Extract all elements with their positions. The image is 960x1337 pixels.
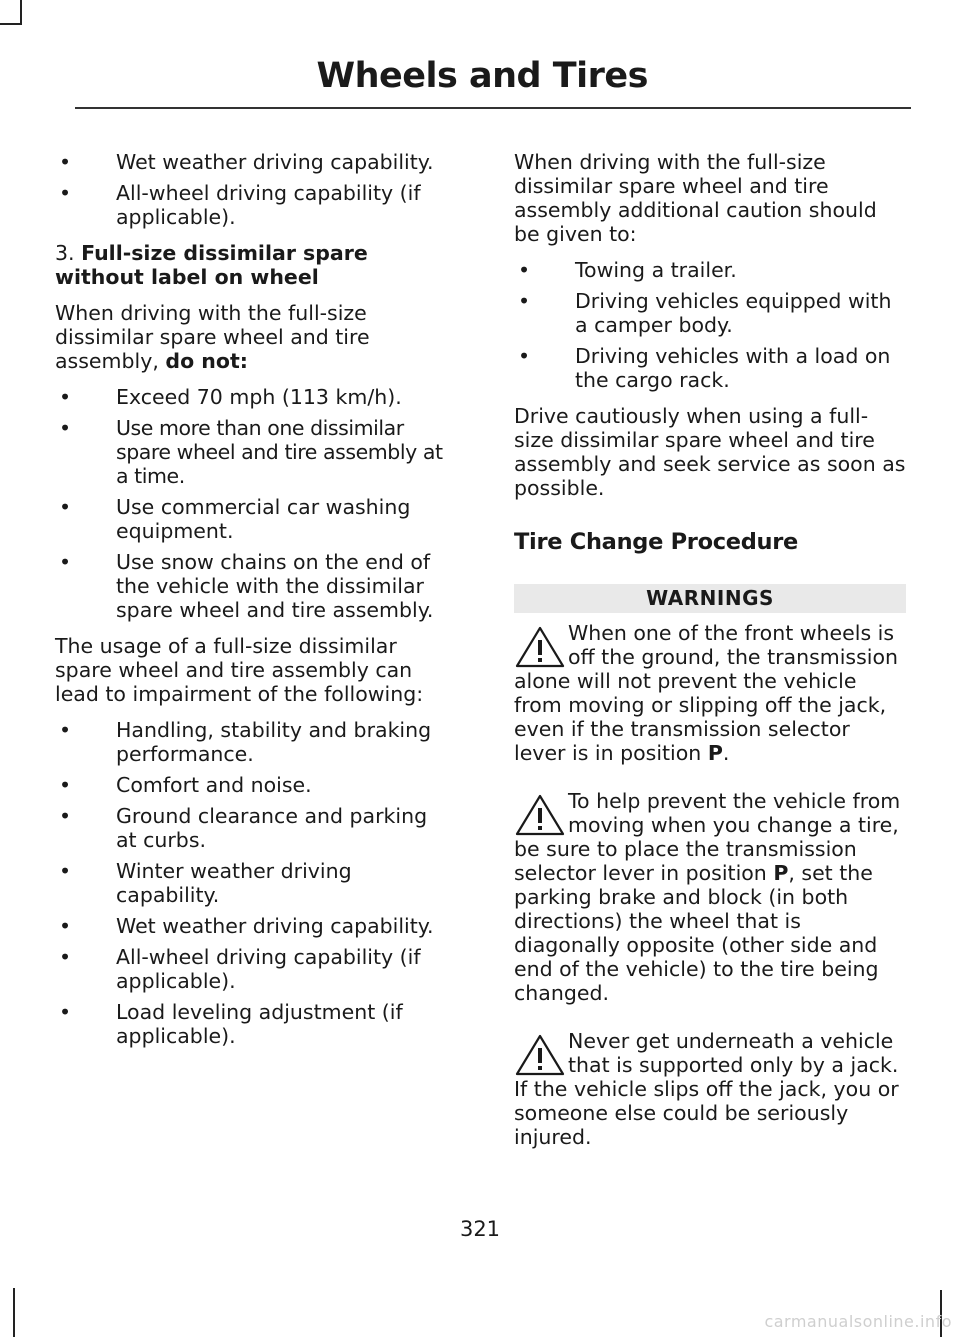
list-item: • Handling, stability and braking performance. <box>59 718 432 766</box>
warning-triangle-icon <box>514 625 566 669</box>
bullet: • <box>518 289 531 313</box>
impairment-list <box>55 718 447 1048</box>
section-heading: Tire Change Procedure <box>514 529 799 555</box>
warning-block: Never get underneath a vehicle that is supported only by a jack. If the vehicle slips off the jack, you or someone else could be seriously injured. <box>514 1029 899 1149</box>
list-item: • Use snow chains on the end of the vehicle with the dissimilar spare wheel and tire assembly. <box>59 550 434 622</box>
list-item: • All-wheel driving capability (if applicable). <box>59 945 421 993</box>
bullet: • <box>59 804 72 828</box>
warning-block: To help prevent the vehicle from moving when you change a tire, be sure to place the transmission selector lever in position P, set the parking brake and block (in both directions) the wheel that is diagonally opposite (other side and end of the vehicle) to the tire being changed. <box>514 789 901 1005</box>
list-item: • Exceed 70 mph (113 km/h). <box>59 385 402 409</box>
list-item: • Ground clearance and parking at curbs. <box>59 804 428 852</box>
bullet: • <box>518 344 531 368</box>
bullet: • <box>59 1000 72 1024</box>
crop-mark <box>13 1288 15 1337</box>
section-number: 3. <box>55 241 75 265</box>
warnings-banner: WARNINGS <box>514 584 906 613</box>
page-title: Wheels and Tires <box>316 56 648 96</box>
page-number: 321 <box>459 1217 501 1241</box>
bullet: • <box>59 495 72 519</box>
section-title: Full-size dissimilar spare without label on wheel <box>55 241 368 289</box>
usage-paragraph: The usage of a full-size dissimilar spare wheel and tire assembly can lead to impairment of the following: <box>55 634 424 706</box>
capability-list <box>55 150 447 229</box>
header-divider <box>75 107 911 109</box>
crop-mark <box>0 23 22 25</box>
caution-list <box>514 258 906 392</box>
warning-triangle-icon <box>514 793 566 837</box>
warning-block: When one of the front wheels is off the ground, the transmission alone will not prevent the vehicle from moving or slipping off the jack, even if the transmission selector lever is in position P. <box>514 621 899 765</box>
bullet: • <box>59 859 72 883</box>
intro-paragraph: When driving with the full-size dissimilar spare wheel and tire assembly, do not: <box>55 301 370 373</box>
bullet: • <box>59 914 72 938</box>
bullet: • <box>59 416 71 440</box>
list-item: • Towing a trailer. <box>518 258 737 282</box>
bullet: • <box>59 550 72 574</box>
bullet: • <box>59 773 72 797</box>
bullet: • <box>59 945 72 969</box>
list-item: • Driving vehicles equipped with a camper body. <box>518 289 892 337</box>
warning-triangle-icon <box>514 1033 566 1077</box>
bullet: • <box>59 385 72 409</box>
bullet: • <box>59 181 72 205</box>
list-item: • All-wheel driving capability (if applicable). <box>59 181 421 229</box>
list-item: • Wet weather driving capability. <box>59 914 434 938</box>
list-item: • Wet weather driving capability. <box>59 150 434 174</box>
bullet: • <box>518 258 531 282</box>
list-item: • Use commercial car washing equipment. <box>59 495 411 543</box>
crop-mark <box>20 0 22 25</box>
list-item: • Driving vehicles with a load on the cargo rack. <box>518 344 891 392</box>
list-item: • Comfort and noise. <box>59 773 312 797</box>
list-item: • Use more than one dissimilar spare wheel and tire assembly at a time. <box>59 416 443 488</box>
do-not-list <box>55 385 447 622</box>
list-item: • Load leveling adjustment (if applicable). <box>59 1000 403 1048</box>
section-heading <box>55 241 447 289</box>
drive-note-paragraph: Drive cautiously when using a full-size dissimilar spare wheel and tire assembly and seek service as soon as possible. <box>514 404 906 500</box>
emphasis: do not: <box>165 349 248 373</box>
bullet: • <box>59 718 72 742</box>
watermark: carmanualsonline.info <box>764 1312 952 1331</box>
list-item: • Winter weather driving capability. <box>59 859 352 907</box>
right-column <box>514 150 906 1173</box>
left-column <box>55 150 447 1060</box>
caution-paragraph: When driving with the full-size dissimilar spare wheel and tire assembly additional caution should be given to: <box>514 150 877 246</box>
bullet: • <box>59 150 72 174</box>
